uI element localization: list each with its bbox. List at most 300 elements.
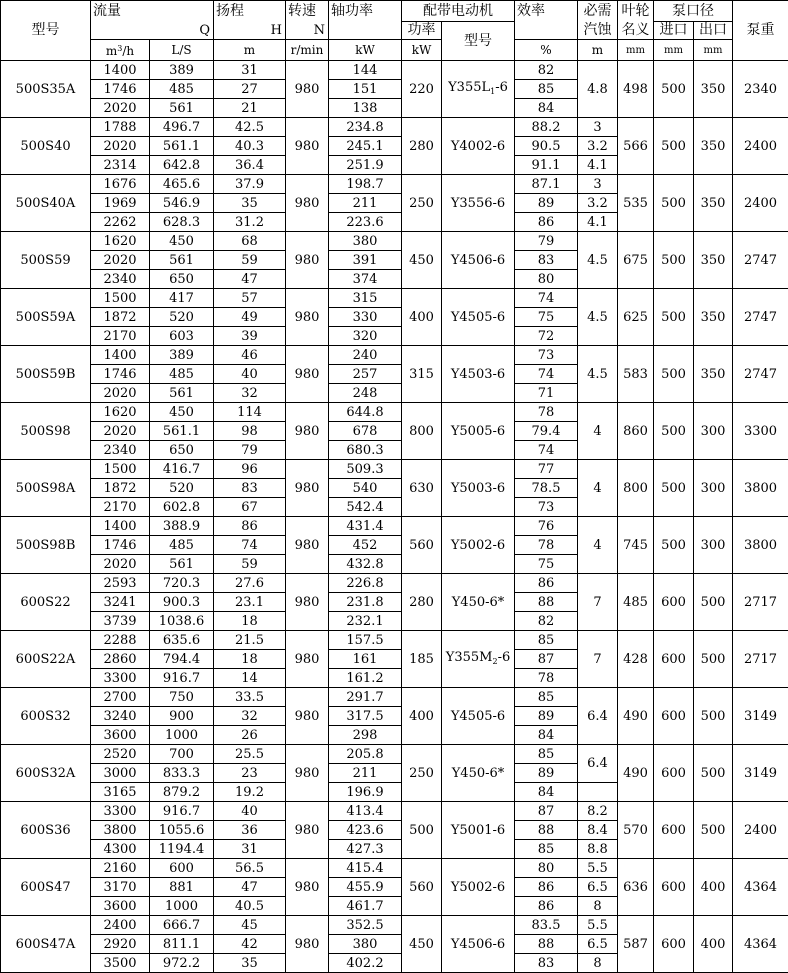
cell-npsh: 4.1	[578, 213, 618, 232]
cell-flow-ls: 389	[150, 346, 214, 365]
unit-motor-power: kW	[402, 40, 442, 61]
cell-head: 32	[214, 707, 286, 726]
cell-speed: 980	[286, 859, 329, 916]
cell-head: 67	[214, 498, 286, 517]
cell-head: 27	[214, 80, 286, 99]
cell-efficiency: 79.4	[515, 422, 578, 441]
cell-flow-m3h: 1872	[91, 479, 150, 498]
cell-shaft-power: 161	[329, 650, 402, 669]
cell-head: 42	[214, 935, 286, 954]
cell-flow-ls: 1055.6	[150, 821, 214, 840]
cell-efficiency: 78	[515, 669, 578, 688]
cell-outlet: 300	[694, 517, 733, 574]
cell-flow-m3h: 1746	[91, 80, 150, 99]
cell-flow-m3h: 1746	[91, 365, 150, 384]
cell-flow-m3h: 3000	[91, 764, 150, 783]
cell-head: 40	[214, 802, 286, 821]
cell-motor-power: 220	[402, 61, 442, 118]
cell-flow-m3h: 2860	[91, 650, 150, 669]
cell-shaft-power: 157.5	[329, 631, 402, 650]
cell-inlet: 500	[654, 175, 694, 232]
cell-flow-ls: 1038.6	[150, 612, 214, 631]
cell-motor-power: 280	[402, 574, 442, 631]
cell-flow-m3h: 3300	[91, 669, 150, 688]
cell-flow-ls: 496.7	[150, 118, 214, 137]
cell-flow-ls: 465.6	[150, 175, 214, 194]
cell-efficiency: 86	[515, 213, 578, 232]
cell-model: 600S36	[1, 802, 91, 859]
cell-model: 500S40	[1, 118, 91, 175]
cell-motor-model: Y5001-6	[442, 802, 515, 859]
header-npsh-2: 汽蚀	[578, 22, 618, 40]
cell-shaft-power: 298	[329, 726, 402, 745]
cell-flow-ls: 417	[150, 289, 214, 308]
cell-outlet: 300	[694, 460, 733, 517]
cell-inlet: 500	[654, 289, 694, 346]
cell-npsh: 6.5	[578, 878, 618, 897]
cell-head: 14	[214, 669, 286, 688]
cell-motor-model: Y4506-6	[442, 232, 515, 289]
cell-motor-power: 800	[402, 403, 442, 460]
cell-efficiency: 87.1	[515, 175, 578, 194]
table-row	[1, 517, 788, 536]
cell-weight: 3800	[733, 460, 788, 517]
cell-inlet: 600	[654, 859, 694, 916]
unit-speed: r/min	[286, 40, 329, 61]
cell-impeller: 583	[618, 346, 654, 403]
cell-speed: 980	[286, 745, 329, 802]
table-row	[1, 175, 788, 194]
cell-efficiency: 86	[515, 878, 578, 897]
table-row	[1, 289, 788, 308]
cell-flow-ls: 520	[150, 308, 214, 327]
cell-flow-m3h: 2920	[91, 935, 150, 954]
cell-flow-m3h: 1620	[91, 232, 150, 251]
cell-shaft-power: 196.9	[329, 783, 402, 802]
cell-outlet: 350	[694, 118, 733, 175]
cell-head: 47	[214, 878, 286, 897]
cell-efficiency: 89	[515, 707, 578, 726]
cell-motor-model: Y4505-6	[442, 289, 515, 346]
table-row	[1, 403, 788, 422]
cell-npsh	[578, 783, 618, 802]
cell-flow-m3h: 1400	[91, 346, 150, 365]
cell-outlet: 500	[694, 631, 733, 688]
cell-flow-m3h: 2314	[91, 156, 150, 175]
cell-weight: 2400	[733, 175, 788, 232]
cell-weight: 3300	[733, 403, 788, 460]
cell-shaft-power: 374	[329, 270, 402, 289]
cell-speed: 980	[286, 802, 329, 859]
cell-model: 500S59B	[1, 346, 91, 403]
cell-weight: 4364	[733, 859, 788, 916]
cell-flow-ls: 650	[150, 270, 214, 289]
table-row	[1, 346, 788, 365]
table-row	[1, 118, 788, 137]
cell-flow-m3h: 4300	[91, 840, 150, 859]
cell-flow-ls: 666.7	[150, 916, 214, 935]
cell-model: 600S32A	[1, 745, 91, 802]
cell-shaft-power: 248	[329, 384, 402, 403]
cell-efficiency: 78	[515, 403, 578, 422]
cell-head: 18	[214, 650, 286, 669]
cell-flow-m3h: 2020	[91, 99, 150, 118]
cell-efficiency: 79	[515, 232, 578, 251]
cell-head: 39	[214, 327, 286, 346]
unit-shaft-power: kW	[329, 40, 402, 61]
cell-head: 21	[214, 99, 286, 118]
header-motor: 配带电动机	[402, 1, 515, 22]
unit-flow-ls: L/S	[150, 40, 214, 61]
cell-shaft-power: 211	[329, 194, 402, 213]
cell-flow-ls: 1000	[150, 726, 214, 745]
cell-flow-ls: 561	[150, 251, 214, 270]
cell-flow-ls: 603	[150, 327, 214, 346]
cell-flow-ls: 700	[150, 745, 214, 764]
cell-speed: 980	[286, 346, 329, 403]
header-model: 型号	[1, 1, 91, 61]
cell-efficiency: 85	[515, 745, 578, 764]
cell-speed: 980	[286, 118, 329, 175]
cell-weight: 2747	[733, 289, 788, 346]
cell-flow-m3h: 1500	[91, 460, 150, 479]
cell-npsh: 4.8	[578, 61, 618, 118]
cell-flow-ls: 1000	[150, 897, 214, 916]
cell-shaft-power: 251.9	[329, 156, 402, 175]
cell-outlet: 500	[694, 574, 733, 631]
cell-flow-m3h: 3170	[91, 878, 150, 897]
cell-head: 74	[214, 536, 286, 555]
cell-npsh: 4.5	[578, 346, 618, 403]
cell-motor-model: $Y355L_1-6$	[442, 61, 515, 118]
cell-weight: 2717	[733, 574, 788, 631]
cell-flow-ls: 450	[150, 232, 214, 251]
header-flow-q: Q	[91, 22, 214, 40]
cell-efficiency: 84	[515, 99, 578, 118]
cell-shaft-power: 680.3	[329, 441, 402, 460]
cell-head: 18	[214, 612, 286, 631]
cell-flow-m3h: 3300	[91, 802, 150, 821]
cell-flow-m3h: 1872	[91, 308, 150, 327]
cell-motor-model: Y450-6*	[442, 574, 515, 631]
cell-motor-power: 250	[402, 175, 442, 232]
cell-impeller: 490	[618, 745, 654, 802]
cell-inlet: 600	[654, 574, 694, 631]
cell-speed: 980	[286, 460, 329, 517]
cell-npsh: 6.5	[578, 935, 618, 954]
cell-flow-ls: 561	[150, 384, 214, 403]
cell-efficiency: 85	[515, 631, 578, 650]
cell-motor-power: 250	[402, 745, 442, 802]
cell-flow-m3h: 2020	[91, 555, 150, 574]
cell-flow-ls: 794.4	[150, 650, 214, 669]
cell-head: 57	[214, 289, 286, 308]
cell-motor-model: Y3556-6	[442, 175, 515, 232]
cell-flow-ls: 1194.4	[150, 840, 214, 859]
cell-flow-ls: 642.8	[150, 156, 214, 175]
cell-head: 40.3	[214, 137, 286, 156]
cell-npsh: 8	[578, 954, 618, 973]
cell-npsh: 7	[578, 631, 618, 688]
cell-npsh: 4	[578, 403, 618, 460]
table-row	[1, 61, 788, 80]
cell-outlet: 300	[694, 403, 733, 460]
cell-flow-ls: 635.6	[150, 631, 214, 650]
cell-efficiency: 74	[515, 289, 578, 308]
cell-efficiency: 78.5	[515, 479, 578, 498]
unit-outlet: mm	[694, 40, 733, 61]
cell-shaft-power: 330	[329, 308, 402, 327]
cell-npsh: 8.4	[578, 821, 618, 840]
table-row	[1, 802, 788, 821]
cell-speed: 980	[286, 175, 329, 232]
table-row	[1, 688, 788, 707]
cell-motor-power: 560	[402, 517, 442, 574]
cell-efficiency: 83	[515, 954, 578, 973]
cell-speed: 980	[286, 61, 329, 118]
cell-efficiency: 83.5	[515, 916, 578, 935]
cell-npsh: 8.2	[578, 802, 618, 821]
cell-flow-ls: 546.9	[150, 194, 214, 213]
cell-npsh: 4.1	[578, 156, 618, 175]
cell-motor-power: 450	[402, 232, 442, 289]
cell-head: 56.5	[214, 859, 286, 878]
table-row	[1, 859, 788, 878]
cell-head: 96	[214, 460, 286, 479]
cell-npsh: 3	[578, 175, 618, 194]
cell-head: 86	[214, 517, 286, 536]
cell-inlet: 600	[654, 802, 694, 859]
cell-npsh: 4.5	[578, 232, 618, 289]
cell-head: 19.2	[214, 783, 286, 802]
cell-motor-power: 315	[402, 346, 442, 403]
cell-flow-ls: 916.7	[150, 669, 214, 688]
cell-flow-ls: 750	[150, 688, 214, 707]
header-impeller-2: 名义	[618, 22, 654, 40]
cell-motor-model: Y4503-6	[442, 346, 515, 403]
cell-head: 21.5	[214, 631, 286, 650]
cell-efficiency: 80	[515, 270, 578, 289]
cell-shaft-power: 415.4	[329, 859, 402, 878]
cell-efficiency: 89	[515, 194, 578, 213]
cell-shaft-power: 432.8	[329, 555, 402, 574]
cell-shaft-power: 542.4	[329, 498, 402, 517]
cell-efficiency: 78	[515, 536, 578, 555]
cell-speed: 980	[286, 916, 329, 973]
cell-motor-model: Y4506-6	[442, 916, 515, 973]
header-shaft-power: 轴功率	[329, 1, 402, 22]
cell-head: 46	[214, 346, 286, 365]
cell-npsh: 5.5	[578, 916, 618, 935]
cell-efficiency: 87	[515, 802, 578, 821]
cell-flow-ls: 879.2	[150, 783, 214, 802]
cell-head: 68	[214, 232, 286, 251]
cell-head: 45	[214, 916, 286, 935]
cell-shaft-power: 380	[329, 935, 402, 954]
cell-inlet: 600	[654, 631, 694, 688]
cell-weight: 2747	[733, 232, 788, 289]
table-row	[1, 745, 788, 764]
cell-flow-m3h: 3240	[91, 707, 150, 726]
cell-motor-power: 630	[402, 460, 442, 517]
cell-inlet: 500	[654, 403, 694, 460]
cell-weight: 2747	[733, 346, 788, 403]
cell-flow-m3h: 2020	[91, 137, 150, 156]
cell-flow-ls: 416.7	[150, 460, 214, 479]
cell-flow-m3h: 1500	[91, 289, 150, 308]
cell-head: 33.5	[214, 688, 286, 707]
cell-head: 31	[214, 61, 286, 80]
cell-efficiency: 71	[515, 384, 578, 403]
cell-head: 26	[214, 726, 286, 745]
table-row	[1, 460, 788, 479]
cell-shaft-power: 144	[329, 61, 402, 80]
cell-shaft-power: 678	[329, 422, 402, 441]
cell-motor-power: 400	[402, 289, 442, 346]
cell-flow-m3h: 2160	[91, 859, 150, 878]
cell-npsh: 3.2	[578, 137, 618, 156]
cell-efficiency: 91.1	[515, 156, 578, 175]
cell-efficiency: 90.5	[515, 137, 578, 156]
cell-speed: 980	[286, 631, 329, 688]
cell-inlet: 500	[654, 232, 694, 289]
unit-inlet: mm	[654, 40, 694, 61]
cell-shaft-power: 138	[329, 99, 402, 118]
unit-npsh: m	[578, 40, 618, 61]
cell-flow-ls: 520	[150, 479, 214, 498]
cell-weight: 2717	[733, 631, 788, 688]
cell-motor-model: Y4505-6	[442, 688, 515, 745]
cell-flow-m3h: 3600	[91, 726, 150, 745]
cell-shaft-power: 240	[329, 346, 402, 365]
cell-motor-model: Y5005-6	[442, 403, 515, 460]
cell-flow-m3h: 3500	[91, 954, 150, 973]
cell-efficiency: 87	[515, 650, 578, 669]
cell-shaft-power: 540	[329, 479, 402, 498]
table-row	[1, 232, 788, 251]
cell-flow-m3h: 2700	[91, 688, 150, 707]
cell-flow-m3h: 3241	[91, 593, 150, 612]
cell-outlet: 500	[694, 745, 733, 802]
cell-npsh: 6.4	[578, 745, 618, 783]
cell-weight: 3149	[733, 745, 788, 802]
cell-speed: 980	[286, 688, 329, 745]
cell-flow-m3h: 2170	[91, 498, 150, 517]
cell-shaft-power: 452	[329, 536, 402, 555]
cell-npsh: 6.4	[578, 688, 618, 745]
cell-model: 500S59A	[1, 289, 91, 346]
cell-flow-m3h: 2170	[91, 327, 150, 346]
cell-shaft-power: 391	[329, 251, 402, 270]
cell-efficiency: 82	[515, 612, 578, 631]
pump-spec-body	[1, 61, 788, 973]
cell-impeller: 490	[618, 688, 654, 745]
cell-npsh: 3.2	[578, 194, 618, 213]
cell-head: 27.6	[214, 574, 286, 593]
cell-motor-power: 450	[402, 916, 442, 973]
cell-flow-m3h: 3800	[91, 821, 150, 840]
cell-motor-model: Y450-6*	[442, 745, 515, 802]
cell-shaft-power: 644.8	[329, 403, 402, 422]
cell-head: 37.9	[214, 175, 286, 194]
cell-model: 500S40A	[1, 175, 91, 232]
cell-model: 600S47	[1, 859, 91, 916]
cell-head: 40	[214, 365, 286, 384]
cell-efficiency: 83	[515, 251, 578, 270]
cell-outlet: 400	[694, 916, 733, 973]
cell-flow-m3h: 2400	[91, 916, 150, 935]
cell-efficiency: 74	[515, 365, 578, 384]
cell-model: 600S22A	[1, 631, 91, 688]
cell-inlet: 600	[654, 688, 694, 745]
cell-impeller: 675	[618, 232, 654, 289]
cell-shaft-power: 509.3	[329, 460, 402, 479]
cell-model: 600S22	[1, 574, 91, 631]
cell-flow-m3h: 2520	[91, 745, 150, 764]
cell-flow-ls: 811.1	[150, 935, 214, 954]
cell-flow-ls: 485	[150, 536, 214, 555]
cell-weight: 2400	[733, 118, 788, 175]
cell-flow-m3h: 1746	[91, 536, 150, 555]
cell-head: 98	[214, 422, 286, 441]
header-weight: 泵重	[733, 1, 788, 61]
cell-shaft-power: 423.6	[329, 821, 402, 840]
cell-shaft-power: 245.1	[329, 137, 402, 156]
cell-shaft-power: 151	[329, 80, 402, 99]
header-inlet: 进口	[654, 22, 694, 40]
cell-speed: 980	[286, 574, 329, 631]
cell-efficiency: 85	[515, 688, 578, 707]
cell-flow-m3h: 2340	[91, 441, 150, 460]
cell-head: 32	[214, 384, 286, 403]
cell-shaft-power: 234.8	[329, 118, 402, 137]
cell-impeller: 625	[618, 289, 654, 346]
unit-efficiency: %	[515, 40, 578, 61]
cell-motor-model: Y4002-6	[442, 118, 515, 175]
cell-shaft-power: 198.7	[329, 175, 402, 194]
cell-efficiency: 76	[515, 517, 578, 536]
cell-flow-ls: 602.8	[150, 498, 214, 517]
cell-flow-m3h: 2020	[91, 251, 150, 270]
header-impeller-1: 叶轮	[618, 1, 654, 22]
cell-speed: 980	[286, 517, 329, 574]
cell-model: 500S98B	[1, 517, 91, 574]
cell-shaft-power: 317.5	[329, 707, 402, 726]
cell-head: 59	[214, 555, 286, 574]
cell-efficiency: 88	[515, 593, 578, 612]
cell-head: 47	[214, 270, 286, 289]
cell-impeller: 535	[618, 175, 654, 232]
table-row	[1, 574, 788, 593]
cell-flow-ls: 485	[150, 365, 214, 384]
cell-outlet: 500	[694, 802, 733, 859]
cell-efficiency: 85	[515, 80, 578, 99]
cell-flow-ls: 900	[150, 707, 214, 726]
cell-motor-power: 400	[402, 688, 442, 745]
cell-flow-m3h: 2020	[91, 422, 150, 441]
cell-efficiency: 86	[515, 574, 578, 593]
cell-impeller: 428	[618, 631, 654, 688]
cell-model: 500S35A	[1, 61, 91, 118]
header-speed: 转速	[286, 1, 329, 22]
cell-shaft-power: 455.9	[329, 878, 402, 897]
cell-flow-ls: 450	[150, 403, 214, 422]
cell-impeller: 566	[618, 118, 654, 175]
cell-speed: 980	[286, 232, 329, 289]
cell-flow-ls: 900.3	[150, 593, 214, 612]
cell-outlet: 350	[694, 289, 733, 346]
cell-motor-model: $Y355M_2-6$	[442, 631, 515, 688]
